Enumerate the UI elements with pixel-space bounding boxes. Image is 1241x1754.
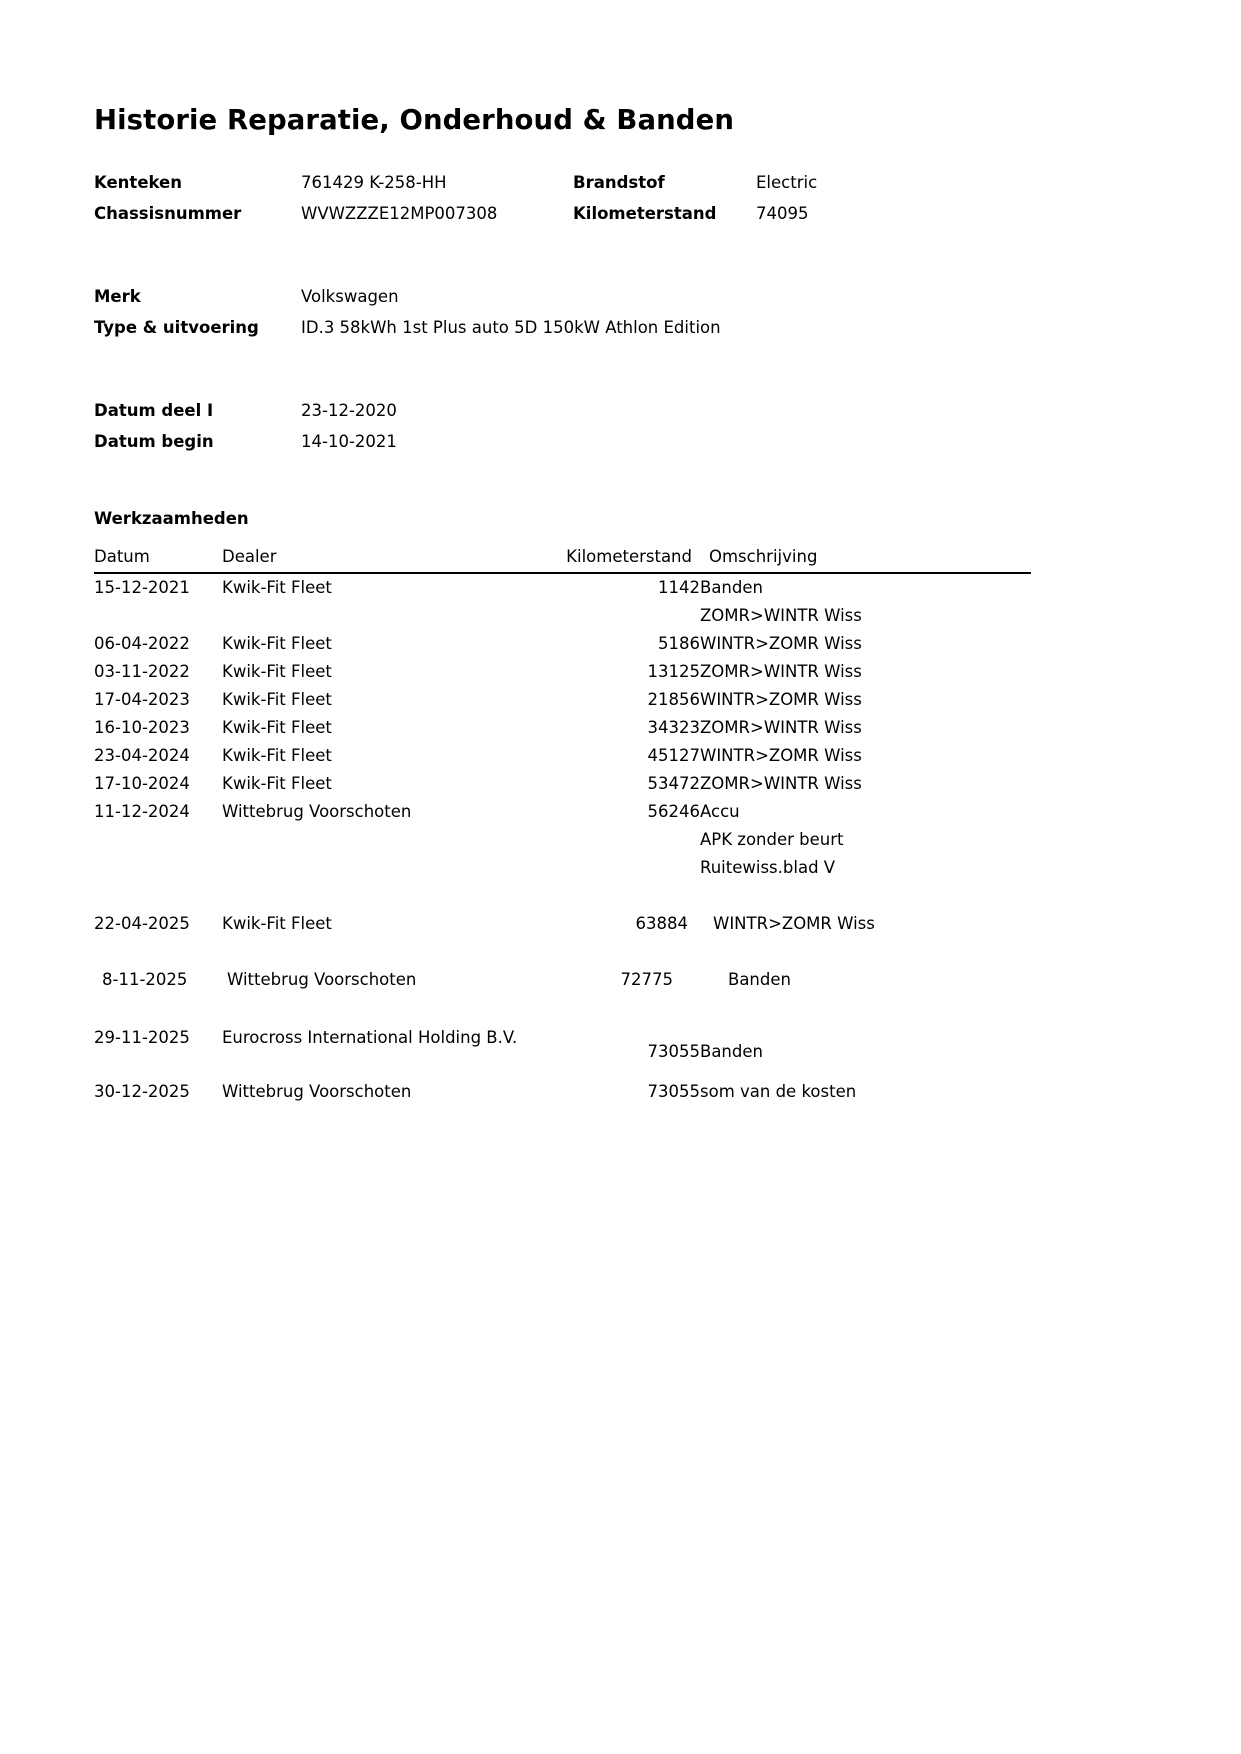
table-row [94, 966, 1031, 994]
cell-dealer: Kwik-Fit Fleet [222, 662, 332, 681]
table-row [94, 1022, 1031, 1078]
cell-datum: 29-11-2025 [94, 1028, 190, 1047]
cell-kilometerstand: 5186 [658, 634, 700, 653]
cell-omschrijving: WINTR>ZOMR Wiss [713, 914, 875, 933]
cell-datum: 03-11-2022 [94, 662, 190, 681]
cell-omschrijving: ZOMR>WINTR Wiss [700, 718, 862, 737]
spacer-cell [94, 882, 222, 910]
type-uitvoering-label: Type & uitvoering [94, 318, 259, 337]
spacer-cell [222, 994, 558, 1022]
brandstof-label: Brandstof [573, 173, 665, 192]
type-uitvoering-value: ID.3 58kWh 1st Plus auto 5D 150kW Athlon Edition [301, 318, 721, 337]
table-row [94, 742, 1031, 770]
merk-row [94, 287, 1141, 318]
table-row [94, 798, 1031, 826]
cell-omschrijving: WINTR>ZOMR Wiss [700, 634, 862, 653]
kilometerstand-label: Kilometerstand [573, 204, 717, 223]
cell-datum [94, 602, 222, 630]
cell-omschrijving: Banden [728, 970, 791, 989]
cell-kilometerstand: 73055 [647, 1042, 700, 1061]
spacer-cell [94, 938, 222, 966]
cell-dealer: Kwik-Fit Fleet [222, 578, 332, 597]
cell-kilometerstand [558, 854, 700, 882]
datum-deel-1-label: Datum deel I [94, 401, 214, 420]
spacer-cell [94, 994, 222, 1022]
type-uitvoering-row [94, 318, 1141, 349]
column-header-dealer: Dealer [222, 547, 558, 573]
cell-dealer: Kwik-Fit Fleet [222, 690, 332, 709]
cell-omschrijving: ZOMR>WINTR Wiss [700, 606, 862, 625]
cell-omschrijving: APK zonder beurt [700, 830, 844, 849]
table-spacer-row [94, 938, 1031, 966]
cell-datum: 17-04-2023 [94, 690, 190, 709]
cell-dealer: Kwik-Fit Fleet [222, 634, 332, 653]
table-row [94, 1078, 1031, 1106]
page-title: Historie Reparatie, Onderhoud & Banden [94, 104, 735, 136]
cell-dealer [222, 826, 558, 854]
cell-kilometerstand: 34323 [647, 718, 700, 737]
cell-datum [94, 854, 222, 882]
spacer-cell [700, 994, 1031, 1022]
table-row [94, 826, 1031, 854]
cell-datum [94, 826, 222, 854]
kenteken-row [94, 173, 1141, 204]
column-header-datum: Datum [94, 547, 222, 573]
cell-kilometerstand: 21856 [647, 690, 700, 709]
spacer-cell [222, 882, 558, 910]
spacer-1 [94, 235, 1141, 287]
cell-dealer: Wittebrug Voorschoten [222, 1082, 412, 1101]
cell-kilometerstand: 1142 [658, 578, 700, 597]
cell-kilometerstand: 56246 [647, 802, 700, 821]
cell-kilometerstand: 73055 [647, 1082, 700, 1101]
cell-dealer [222, 1022, 558, 1078]
brandstof-value: Electric [756, 173, 818, 192]
spacer-cell [558, 938, 700, 966]
cell-omschrijving: WINTR>ZOMR Wiss [700, 690, 862, 709]
cell-datum: 23-04-2024 [94, 746, 190, 765]
cell-kilometerstand [558, 826, 700, 854]
cell-kilometerstand: 53472 [647, 774, 700, 793]
spacer-cell [558, 994, 700, 1022]
cell-kilometerstand [558, 602, 700, 630]
chassisnummer-value: WVWZZZE12MP007308 [301, 204, 498, 223]
table-row [94, 630, 1031, 658]
merk-label: Merk [94, 287, 141, 306]
datum-deel-1-row [94, 401, 1141, 432]
table-row [94, 602, 1031, 630]
cell-kilometerstand: 72775 [620, 970, 673, 989]
cell-datum: 8-11-2025 [102, 970, 188, 989]
cell-kilometerstand: 13125 [647, 662, 700, 681]
cell-omschrijving: ZOMR>WINTR Wiss [700, 774, 862, 793]
werkzaamheden-table [94, 547, 1031, 1106]
cell-datum: 16-10-2023 [94, 718, 190, 737]
cell-dealer-text: Eurocross International Holding B.V. [222, 1028, 518, 1047]
cell-datum: 22-04-2025 [94, 914, 190, 933]
chassisnummer-label: Chassisnummer [94, 204, 242, 223]
cell-datum: 30-12-2025 [94, 1082, 190, 1101]
spacer-cell [558, 882, 700, 910]
table-row [94, 910, 1031, 938]
cell-dealer: Kwik-Fit Fleet [222, 718, 332, 737]
cell-dealer [222, 602, 558, 630]
table-spacer-row [94, 882, 1031, 910]
werkzaamheden-section-title: Werkzaamheden [94, 509, 249, 528]
column-header-kilometerstand: Kilometerstand [558, 547, 700, 573]
kilometerstand-value: 74095 [756, 204, 809, 223]
cell-dealer: Wittebrug Voorschoten [222, 802, 412, 821]
cell-omschrijving: Banden [700, 578, 763, 597]
cell-omschrijving: som van de kosten [700, 1082, 857, 1101]
cell-kilometerstand: 45127 [647, 746, 700, 765]
spacer-cell [700, 882, 1031, 910]
cell-datum: 11-12-2024 [94, 802, 190, 821]
kenteken-label: Kenteken [94, 173, 182, 192]
spacer-cell [222, 938, 558, 966]
table-row [94, 714, 1031, 742]
datum-begin-label: Datum begin [94, 432, 214, 451]
datum-deel-1-value: 23-12-2020 [301, 401, 397, 420]
cell-omschrijving: WINTR>ZOMR Wiss [700, 746, 862, 765]
chassisnummer-row [94, 204, 1141, 235]
column-header-omschrijving: Omschrijving [700, 547, 1031, 573]
cell-omschrijving: Ruitewiss.blad V [700, 858, 836, 877]
datum-begin-row [94, 432, 1141, 463]
table-spacer-row [94, 994, 1031, 1022]
table-row [94, 573, 1031, 602]
table-header-row [94, 547, 1031, 573]
table-row [94, 658, 1031, 686]
cell-omschrijving: ZOMR>WINTR Wiss [700, 662, 862, 681]
cell-dealer: Wittebrug Voorschoten [227, 970, 417, 989]
spacer-cell [700, 938, 1031, 966]
table-row [94, 686, 1031, 714]
cell-dealer: Kwik-Fit Fleet [222, 914, 332, 933]
table-row [94, 854, 1031, 882]
cell-datum: 15-12-2021 [94, 578, 190, 597]
cell-omschrijving: Accu [700, 802, 740, 821]
cell-dealer: Kwik-Fit Fleet [222, 774, 332, 793]
vehicle-identity-block [94, 173, 1141, 463]
cell-kilometerstand: 63884 [635, 914, 688, 933]
kenteken-value: 761429 K-258-HH [301, 173, 447, 192]
cell-datum: 17-10-2024 [94, 774, 190, 793]
cell-omschrijving: Banden [700, 1042, 763, 1061]
cell-dealer: Kwik-Fit Fleet [222, 746, 332, 765]
cell-dealer [222, 854, 558, 882]
datum-begin-value: 14-10-2021 [301, 432, 397, 451]
spacer-2 [94, 349, 1141, 401]
table-row [94, 770, 1031, 798]
cell-datum: 06-04-2022 [94, 634, 190, 653]
merk-value: Volkswagen [301, 287, 399, 306]
